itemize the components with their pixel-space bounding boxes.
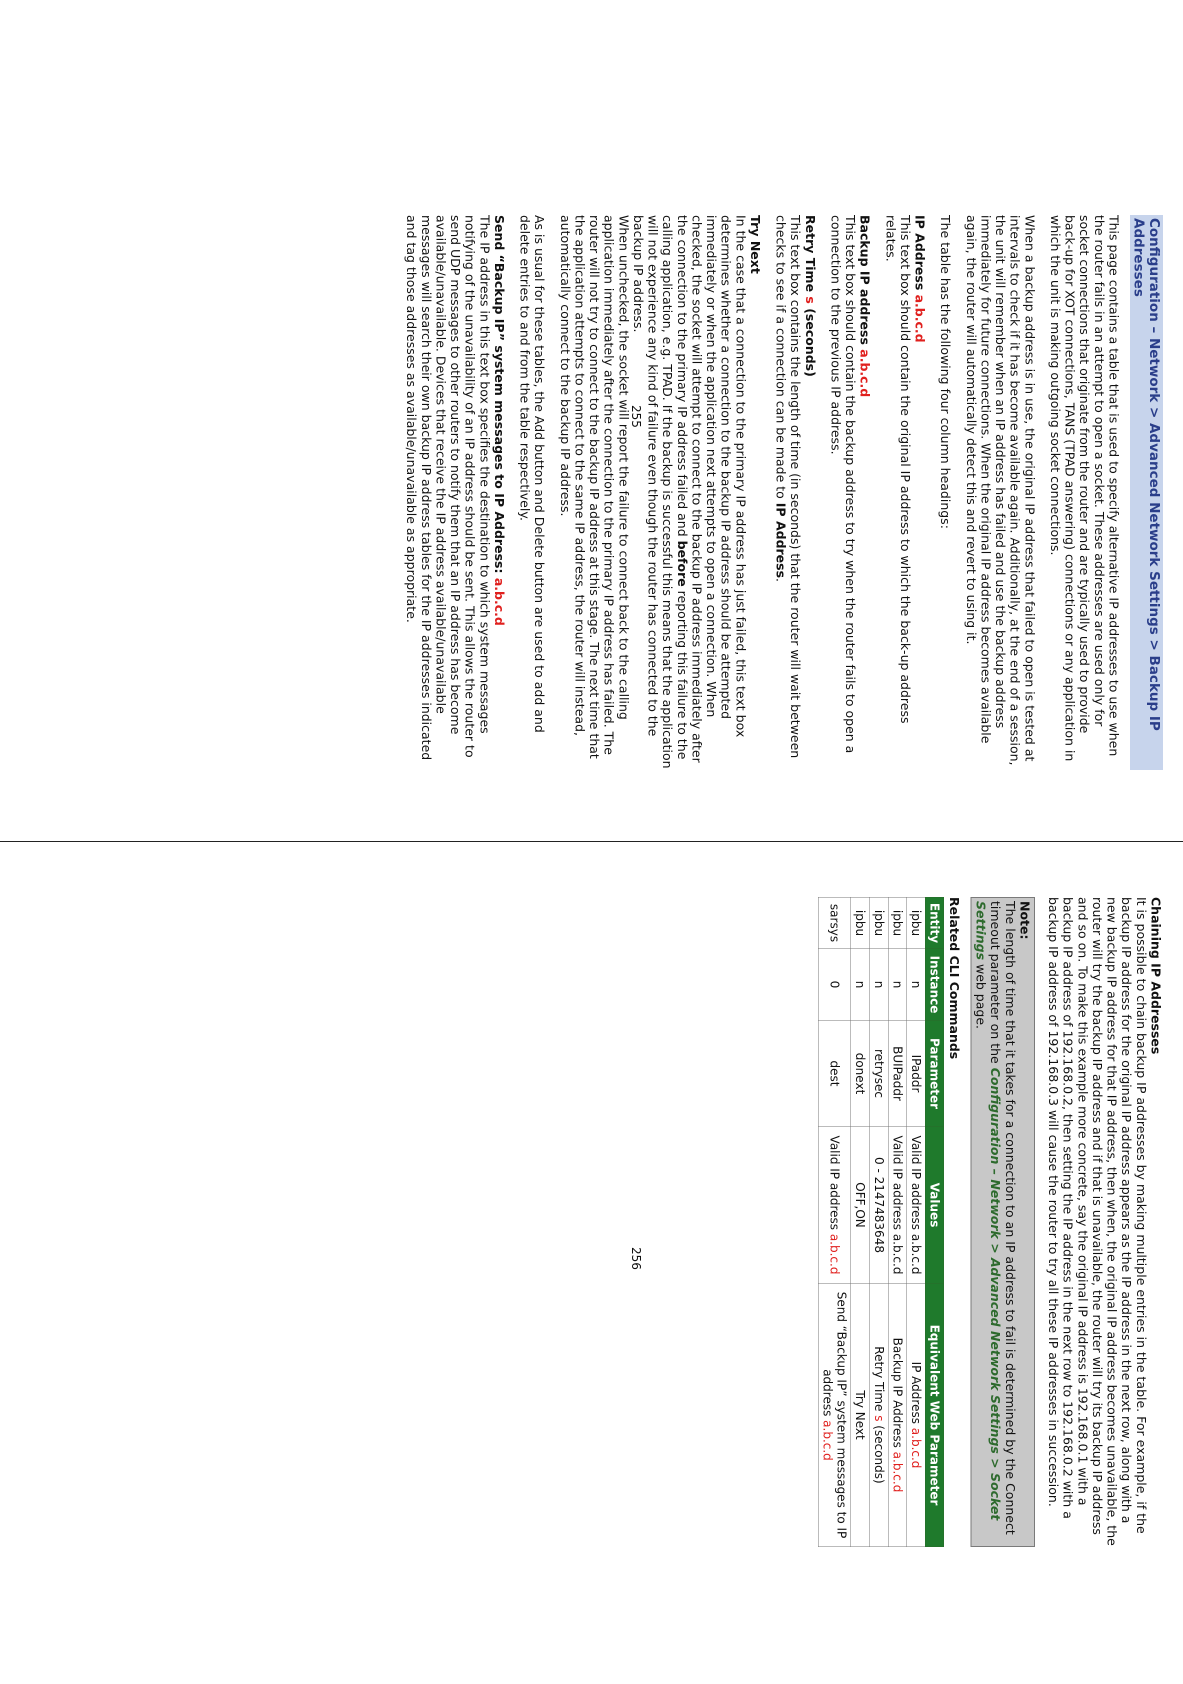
heading-line-2: Addresses [1131,218,1147,767]
cell-instance: n [907,949,926,1021]
send-backup-text: The IP address in this text box specifies the destination to which system messages notifying of the unavailability of an IP address should be sent. This allows the router to send UDP messages to other routers to notify them that an IP address has become available/unavailable. Devices that receive the IP address available/unavailable messages will search their own backup IP address tables for the IP addresses indicated and tag those addresses as available/unavailable as appropriate. [404,215,492,760]
chaining-label: Chaining IP Addresses [1149,897,1164,1054]
cell-parameter: donext [851,1020,870,1127]
values-text: Valid IP address [828,1136,842,1234]
table-row [818,897,851,1547]
web-red: a.b.c.d [909,1428,923,1469]
header-entity: Entity [925,897,944,949]
web-text: Try Next [853,1390,867,1439]
table-row [888,897,907,1547]
retry-time-text-end: . [774,578,789,582]
page-255 [592,0,1183,842]
cell-entity: ipbu [851,897,870,949]
retry-time-bold: IP Address [774,503,789,578]
backup-ip-section [828,215,872,770]
page-255-content [393,215,1163,770]
header-instance: Instance [925,949,944,1021]
chaining-text: It is possible to chain backup IP addresses by making multiple entries in the table. For example, if the backup IP address for the original IP address appears as the IP address in the next row, along with a new backup IP address for that IP address, then when, the original IP address becomes unavailable, the router will try the backup IP address and if that is unavailable, the router will try its backup IP address and so on. To make this example more concrete, say the original IP address is 192.168.0.1 with a backup IP address of 192.168.0.2, then setting the IP address in the next row to 192.168.0.2 with a backup IP address of 192.168.0.3 will cause the router to try all these IP addresses in succession. [1046,897,1148,1546]
send-backup-label: Send “Backup IP” system messages to IP Address: [492,215,507,578]
cell-instance: n [869,949,888,1021]
table-row [907,897,926,1547]
cell-parameter: BUIPaddr [888,1020,907,1127]
cell-values [907,1127,926,1284]
cell-web-parameter [869,1283,888,1547]
header-web-parameter: Equivalent Web Parameter [925,1283,944,1547]
try-next-bold: before [675,541,690,587]
values-text: OFF,ON [853,1182,867,1227]
cli-commands-table [818,897,944,1547]
values-red: a.b.c.d [828,1234,842,1275]
note-label: Note: [1017,901,1032,1543]
add-delete-paragraph: As is usual for these tables, the Add button and Delete button are used to add and delete entries to and from the table respectively. [517,215,546,770]
try-next-section [631,215,763,770]
retry-time-section [773,215,817,770]
backup-use-paragraph: When a backup address is in use, the original IP address that failed to open is tested at intervals to check if it has become available again. Additionally, at the end of a session, the unit will remember when an IP address has failed and use the backup address immediately for future connections. When the original IP address becomes available again, the router will automatically detect this and revert to using it. [964,215,1037,770]
cell-entity: ipbu [907,897,926,949]
header-parameter: Parameter [925,1020,944,1127]
try-next-label: Try Next [748,215,763,274]
values-text: Valid IP address a.b.c.d [909,1136,923,1275]
retry-time-label: Retry Time [803,215,818,296]
web-red: a.b.c.d [821,1420,835,1461]
web-tail: (seconds) [872,1421,886,1483]
intro-paragraph: This page contains a table that is used to specify alternative IP addresses to use when the router fails in an attempt to open a socket. These addresses are used only for socket connections that originate from the router and are typically used to provide back-up for XOT connections, TANS (TPAD answering) connections or any application in which the unit is making outgoing socket connections. [1048,215,1121,770]
table-row [851,897,870,1547]
cell-parameter: dest [818,1020,851,1127]
header-values: Values [925,1127,944,1284]
note-tail: web page. [974,960,989,1029]
chaining-section [1046,897,1163,1547]
ip-address-section [883,215,927,770]
ip-address-label: IP Address [913,215,928,295]
cell-instance: 0 [818,949,851,1021]
cell-entity: ipbu [869,897,888,949]
cell-instance: n [888,949,907,1021]
ip-address-text: This text box should contain the original IP address to which the back-up address relates. [883,215,912,724]
table-intro-paragraph: The table has the following four column headings: [938,215,953,770]
page-256 [592,842,1183,1684]
cell-web-parameter [851,1283,870,1547]
note-box [971,897,1036,1547]
send-backup-section [404,215,506,770]
unchecked-paragraph: When unchecked, the socket will report the failure to connect back to the calling application immediately after the connection to the primary IP address has failed. The router will not try to connect to the backup IP address at this stage. The next time that the application attempts to connect to the same IP address, the router will instead, automatically connect to the backup IP address. [558,215,631,770]
web-red: a.b.c.d [890,1452,904,1493]
cell-entity: sarsys [818,897,851,949]
table-row [869,897,888,1547]
cell-web-parameter [907,1283,926,1547]
retry-time-label-suffix: (seconds) [803,304,818,377]
cell-values [869,1127,888,1284]
backup-ip-label: Backup IP address [858,215,873,349]
cell-entity: ipbu [888,897,907,949]
web-red: s [872,1415,886,1421]
backup-ip-text: This text box should contain the backup address to try when the router fails to open a connection to the previous IP address. [828,215,857,753]
send-backup-placeholder: a.b.c.d [492,578,507,626]
values-text: 0 - 2147483648 [872,1157,886,1253]
web-text: Backup IP Address [890,1338,904,1452]
cell-values [851,1127,870,1284]
note-text: The length of time that it takes for a connection to an IP address to fail is determined by the Connect timeout parameter on the [988,901,1017,1535]
cell-parameter: retrysec [869,1020,888,1127]
table-header-row [925,897,944,1547]
try-next-text: In the case that a connection to the primary IP address has just failed, this text box determines whether a connection to the backup IP address should be attempted immediately or when the application next attempts to open a connection. When checked, the socket will attempt to connect to the backup IP address immediately after the connection to the primary IP address failed and [675,215,748,763]
web-text: IP Address [909,1362,923,1428]
cell-parameter: IPaddr [907,1020,926,1127]
cell-values [818,1127,851,1284]
cell-instance: n [851,949,870,1021]
backup-ip-placeholder: a.b.c.d [858,349,873,397]
heading-line-1: Configuration – Network > Advanced Network Settings > Backup IP [1146,218,1162,767]
cell-web-parameter [888,1283,907,1547]
page-number-256: 256 [629,1247,643,1270]
note-link[interactable]: Configuration – Network > Advanced Network Settings > Socket Settings [974,901,1003,1520]
retry-time-unit: s [803,296,818,303]
cell-values [888,1127,907,1284]
cli-heading: Related CLI Commands [947,897,962,1547]
values-text: Valid IP address a.b.c.d [890,1136,904,1275]
web-text: Retry Time [872,1346,886,1415]
page-256-content [818,897,1163,1547]
cell-web-parameter [818,1283,851,1547]
web-text: Send “Backup IP” system messages to IP address [821,1292,849,1539]
retry-time-text: This text box contains the length of time (in seconds) that the router will wait between checks to see if a connection can be made to [774,215,803,758]
try-next-text-end: reporting this failure to the calling application, e.g. TPAD. If the backup is successful this means that the application will not experience any kind of failure even though the router has connected to the backup IP address. [631,215,689,769]
ip-address-placeholder: a.b.c.d [913,295,928,343]
section-heading [1130,215,1163,770]
page-number-255: 255 [629,405,643,428]
